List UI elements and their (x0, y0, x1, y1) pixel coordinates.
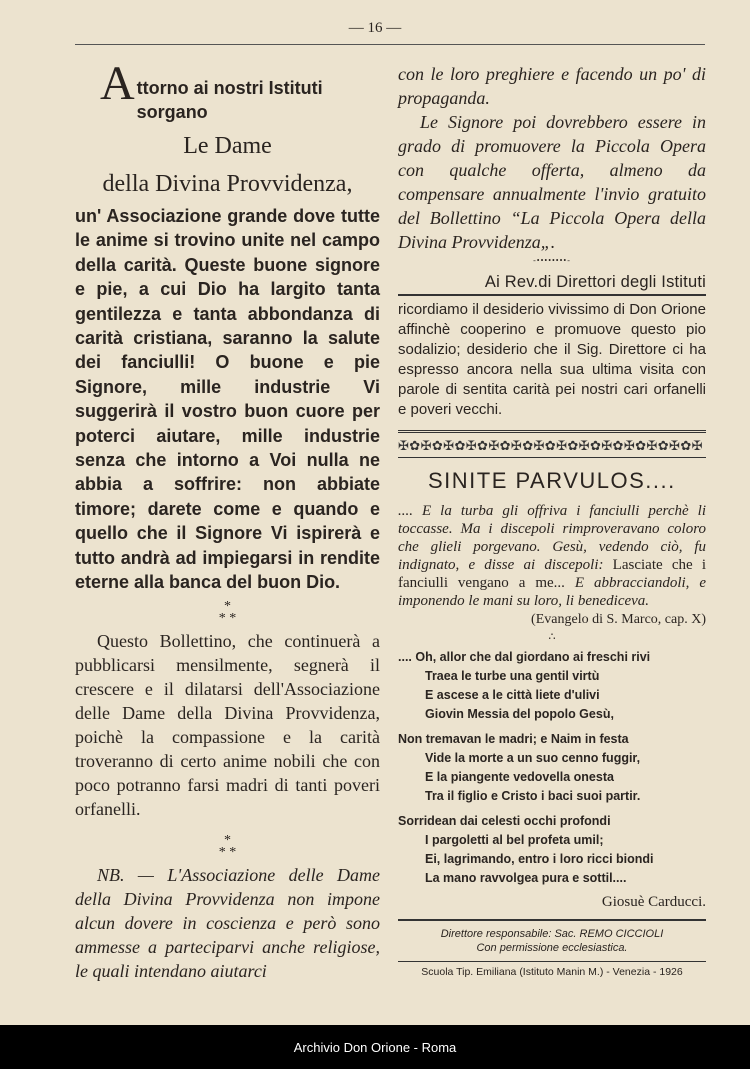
signore-paragraph: Le Signore poi dovrebbero essere in grado di promuovere la Piccola Opera con qualche offerta, almeno da compensare annualmente l'invio gratuito del Bollettino “La Piccola Opera della Divina Provvidenza„. (398, 112, 706, 252)
poem-line: E ascese a le città liete d'ulivi (425, 688, 600, 702)
credit-director: Direttore responsabile: Sac. REMO CICCIOLI (440, 928, 664, 940)
ornament-bottom-rule (398, 457, 706, 458)
ornament-band: ✠✿✠✿✠✿✠✿✠✿✠✿✠✿✠✿✠✿✠✿✠✿✠✿✠✿✠ (398, 438, 703, 453)
association-paragraph: un' Associazione grande dove tutte le anime si trovino unite nel campo della carità. Queste buone signore e pie, a cui Dio ha largito tanta gentilezza e tanta abbondanza di carità cristiana, saranno la salute dei fanciulli! O buone e pie Signore, mille industrie Vi suggerirà il vostro buon cuore per poterci aiutare, mille industrie senza che intorno a Voi nulla ne abbia a soffrire: non abbiate timore; darete come e quando e quello che il Signore Vi ispirerà e tutto andrà ad impiegarsi in rendite eterne alla banca del buon Dio. (75, 206, 380, 593)
gospel-source: (Evangelo di S. Marco, cap. X) (531, 612, 706, 627)
sinite-title: SINITE PARVULOS.... (428, 468, 676, 493)
poem-author: Giosuè Carducci. (601, 894, 706, 910)
poem-line: Sorridean dai celesti occhi profondi (398, 814, 611, 828)
dame-title-2: della Divina Provvidenza, (102, 171, 353, 197)
poem-line: Giovin Messia del popolo Gesù, (425, 707, 614, 721)
drop-cap: A (100, 57, 135, 110)
poem-line: Vide la morte a un suo cenno fuggir, (425, 751, 641, 765)
gospel-part-c: E abbracciandoli, e imponendo le mani su loro, li benediceva. (398, 575, 707, 609)
poem-stanza (398, 730, 706, 806)
directors-heading-box (398, 271, 706, 296)
gospel-part-b: Lasciate che i fanciulli vengano a me... (398, 557, 706, 591)
credit-permission: Con permissione ecclesiastica. (476, 942, 628, 954)
right-column (398, 62, 706, 978)
page-number: — 16 — (348, 20, 402, 36)
poem-line: Ei, lagrimando, entro i loro ricci biondi (425, 852, 654, 866)
directors-paragraph: ricordiamo il desiderio vivissimo di Don Orione affinchè cooperino e promuove questo pio sodalizio; desiderio che il Sig. Direttore ci ha espresso ancora nella sua ultima visita con parole di sentita carità pei nostri cari orfanelli e poveri vecchi. (398, 301, 706, 418)
poem-star: ∴ (548, 631, 556, 643)
credit-rule (398, 919, 706, 921)
poem-line: Non tremavan le madri; e Naim in festa (398, 732, 629, 746)
poem-stanza (398, 648, 706, 724)
poem-line: Traea le turbe una gentil virtù (425, 669, 600, 683)
gospel-part-a: .... E la turba gli offriva i fanciulli perchè li toccasse. Ma i discepoli rimproveravano coloro che glieli porgevano. Gesù, vedendo ciò, fu indignato, e disse ai discepoli: (398, 503, 706, 573)
asterism-1: * * * (218, 598, 237, 626)
nb-paragraph: NB. — L'Associazione delle Dame della Divina Provvidenza non impone alcun dovere in coscienza e però sono ammesse a parteciparvi anche religiose, le quali intendano aiutarci (75, 864, 380, 981)
poem-line: I pargoletti al bel profeta umil; (425, 833, 604, 847)
dame-title-1: Le Dame (183, 133, 272, 159)
left-column (75, 57, 380, 983)
directors-heading: Ai Rev.di Direttori degli Istituti (484, 273, 706, 291)
propaganda-paragraph: con le loro preghiere e facendo un po' di propaganda. (398, 64, 706, 108)
poem-line: La mano ravvolgea pura e sottil.... (425, 871, 627, 885)
ornament-top-rule (398, 430, 706, 433)
asterism-2: * * * (218, 832, 237, 860)
bollettino-paragraph: Questo Bollettino, che continuerà a pubblicarsi mensilmente, segnerà il crescere e il dilatarsi dell'Associazione delle Dame della Divina Provvidenza, poichè la compassione e la carità troveranno di certo anime nobili che con poco potranno farsi madri di tanti poveri orfanelli. (75, 630, 380, 819)
printer-rule (398, 961, 706, 962)
poem-line: .... Oh, allor che dal giordano ai freschi rivi (398, 650, 651, 664)
gospel-text (398, 502, 706, 610)
poem-line: Tra il figlio e Cristo i baci suoi partir. (425, 789, 641, 803)
printer-line: Scuola Tip. Emiliana (Istituto Manin M.) - Venezia - 1926 (421, 966, 683, 978)
lead-line-1: ttorno ai nostri Istituti (136, 78, 323, 98)
poem-stanza (398, 812, 706, 888)
lead-line-2: sorgano (136, 102, 208, 122)
archive-label: Archivio Don Orione - Roma (293, 1040, 457, 1055)
poem-line: E la piangente vedovella onesta (425, 770, 614, 784)
poem (398, 648, 706, 888)
small-separator: -••••••••- (533, 256, 571, 265)
lead-heading (75, 57, 380, 124)
header-rule (75, 44, 705, 45)
